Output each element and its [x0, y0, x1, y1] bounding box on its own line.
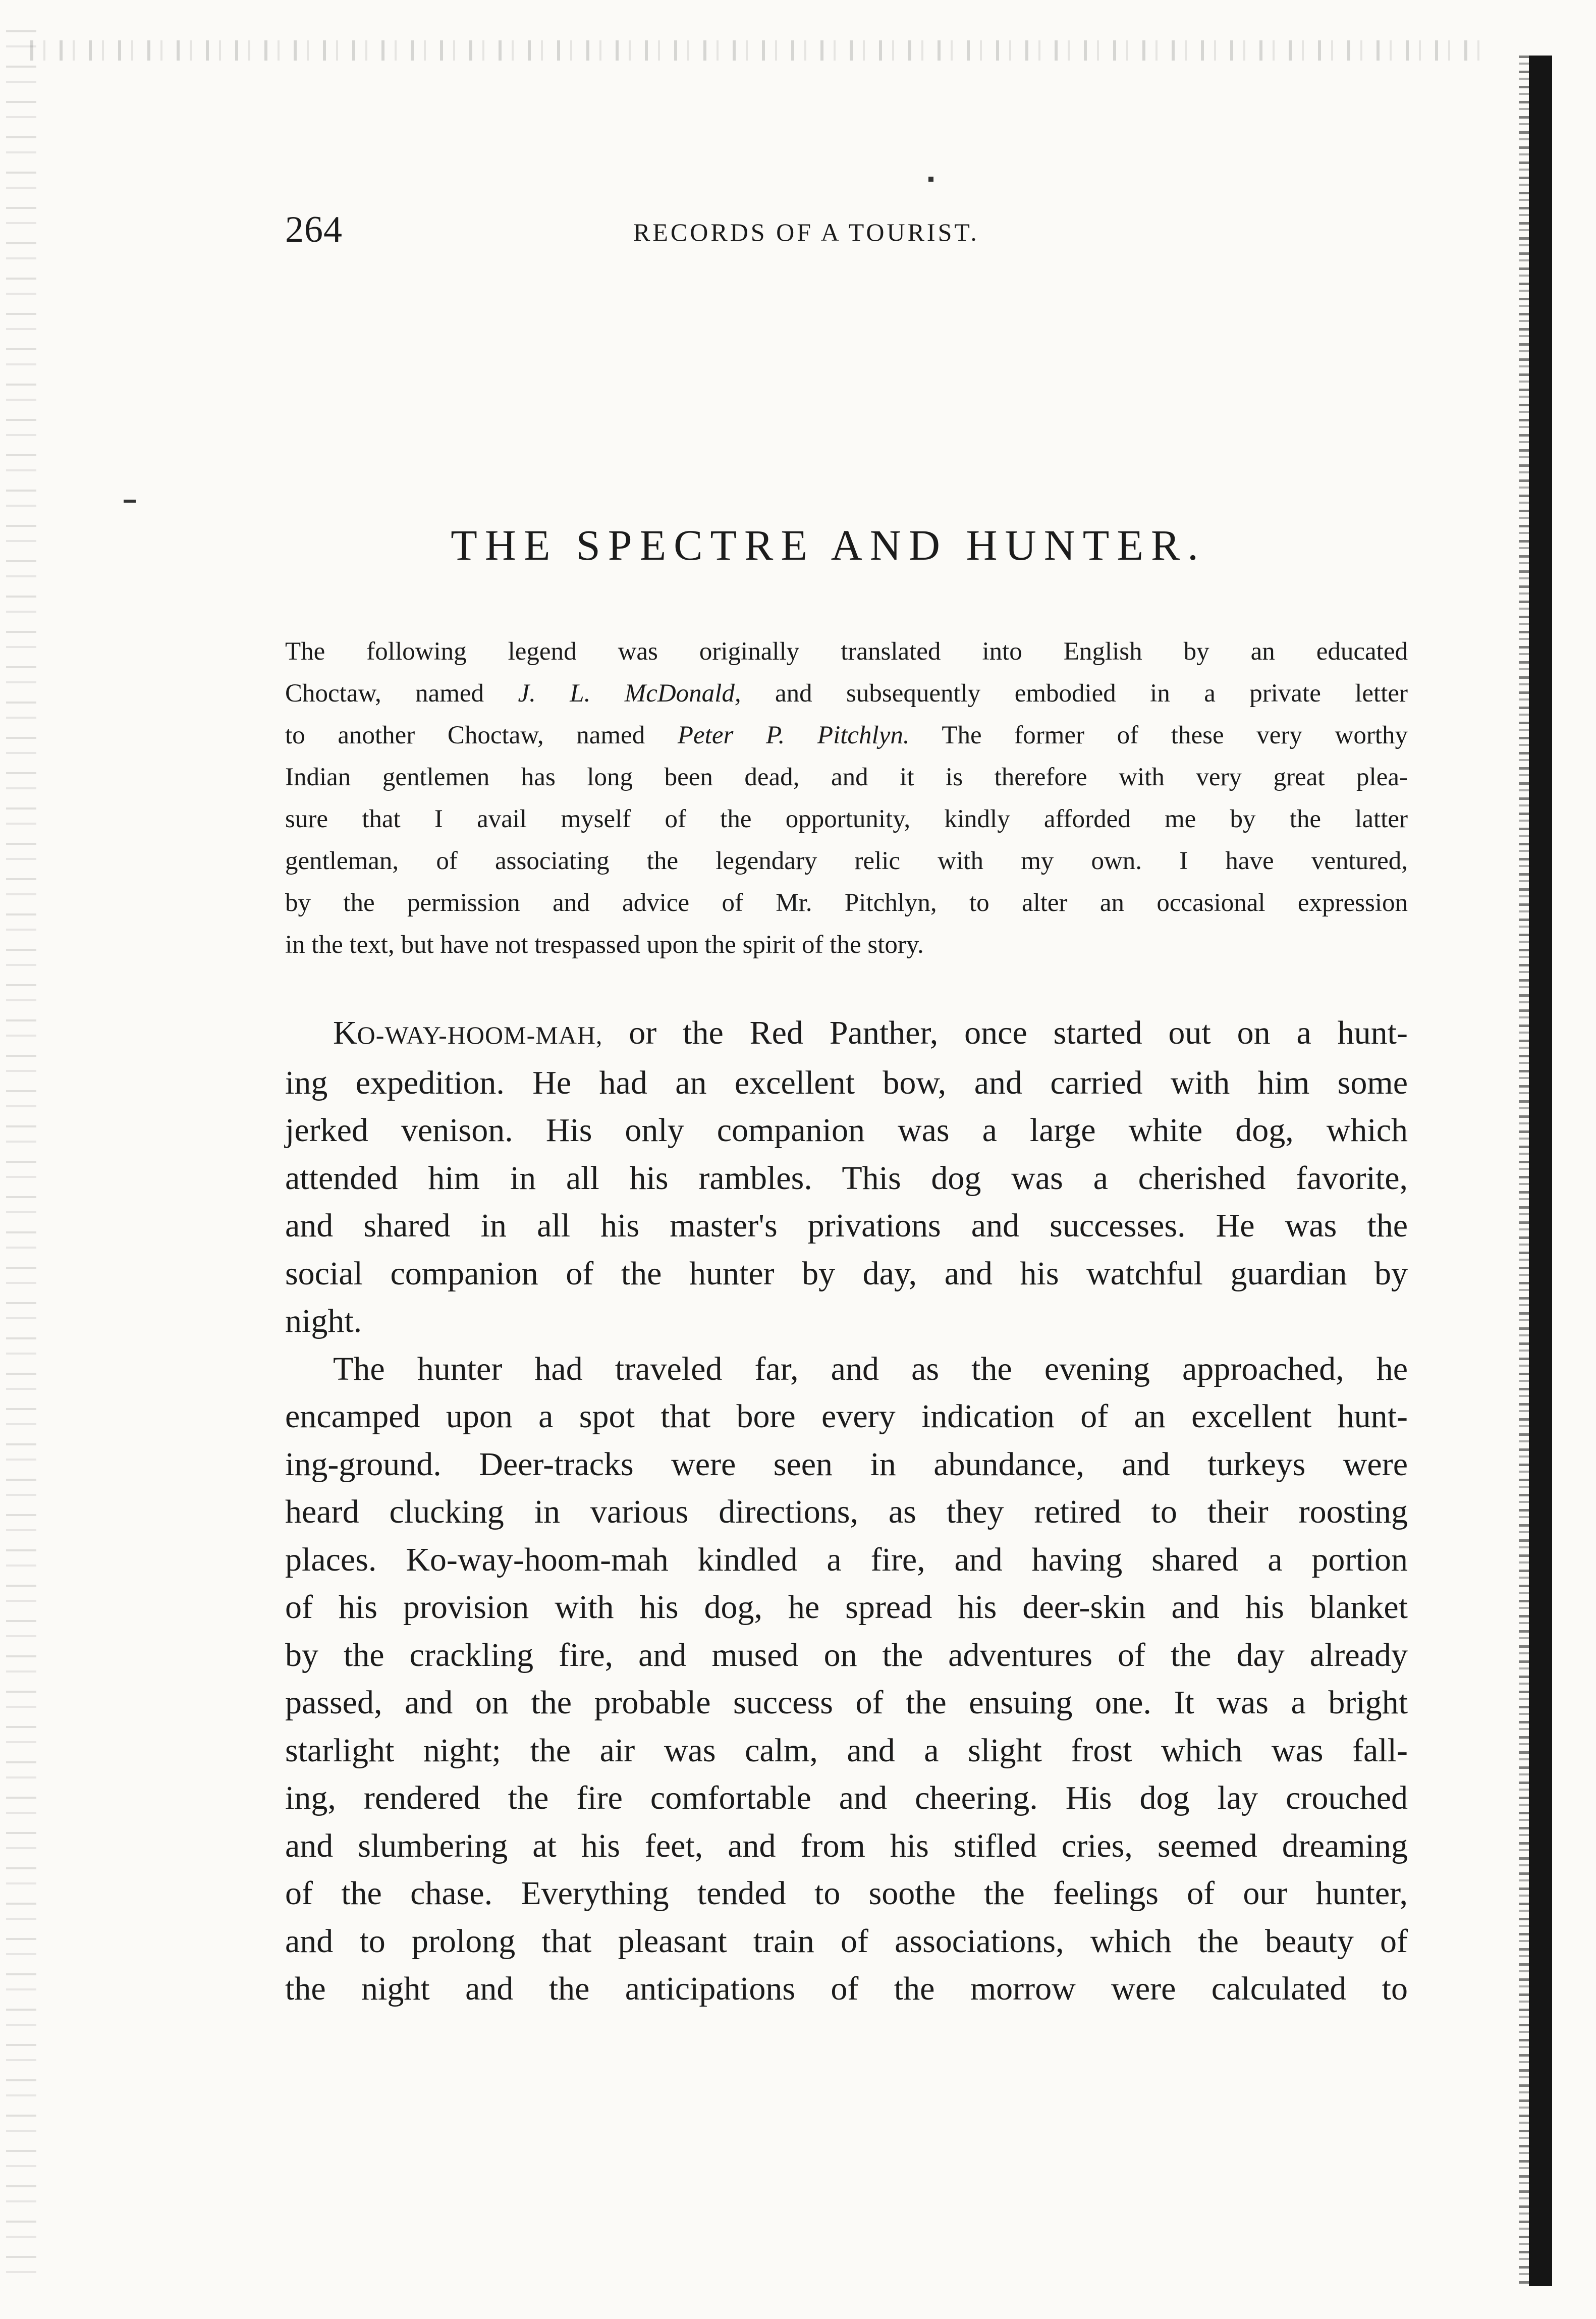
intro-line: The following legend was originally translated into English by an educated — [285, 637, 1408, 666]
story-body — [285, 1009, 1408, 2013]
scan-edge-right-bar — [1529, 56, 1552, 2286]
intro-line: by the permission and advice of Mr. Pitchlyn, to alter an occasional expression — [285, 889, 1408, 917]
intro-line: sure that I avail myself of the opportunity, kindly afforded me by the latter — [285, 805, 1408, 833]
intro-line: in the text, but have not trespassed upon the spirit of the story. — [285, 931, 924, 959]
stray-mark — [928, 177, 933, 182]
body-line: jerked venison. His only companion was a large white dog, which — [285, 1112, 1408, 1149]
page-number: 264 — [285, 209, 343, 250]
intro-line: gentleman, of associating the legendary relic with my own. I have ventured, — [285, 847, 1408, 875]
chapter-title: THE SPECTRE AND HUNTER. — [451, 521, 1206, 569]
body-line: ing expedition. He had an excellent bow, and carried with him some — [285, 1064, 1408, 1101]
body-line: of his provision with his dog, he spread his deer-skin and his blanket — [285, 1589, 1408, 1626]
lead-capital: K — [333, 1014, 357, 1051]
body-line: and to prolong that pleasant train of associations, which the beauty of — [285, 1922, 1408, 1960]
body-line: and shared in all his master's privations and successes. He was the — [285, 1207, 1408, 1244]
body-line: and slumbering at his feet, and from his stifled cries, seemed dreaming — [285, 1827, 1408, 1864]
lead-small-caps: O-WAY-HOOM-MAH, — [357, 1021, 603, 1049]
stray-mark — [124, 500, 136, 503]
body-line: ing-ground. Deer-tracks were seen in abundance, and turkeys were — [285, 1445, 1408, 1483]
person-name: J. L. McDonald, — [518, 679, 741, 708]
paragraph — [285, 1009, 1408, 1345]
body-line: heard clucking in various directions, as they retired to their roosting — [285, 1493, 1408, 1530]
body-line: KO-WAY-HOOM-MAH, or the Red Panther, once started out on a hunt- — [333, 1014, 1408, 1051]
body-line: by the crackling fire, and mused on the adventures of the day already — [285, 1636, 1408, 1674]
running-head: RECORDS OF A TOURIST. — [633, 218, 979, 246]
scan-edge-top — [30, 40, 1494, 61]
scan-edge-left — [6, 30, 36, 2276]
body-line: the night and the anticipations of the morrow were calculated to — [285, 1970, 1408, 2007]
body-line: night. — [285, 1303, 362, 1339]
body-line: passed, and on the probable success of the ensuing one. It was a bright — [285, 1684, 1408, 1721]
intro-line: to another Choctaw, named Peter P. Pitchlyn. The former of these very worthy — [285, 721, 1408, 749]
body-line: encamped upon a spot that bore every indication of an excellent hunt- — [285, 1398, 1408, 1435]
intro-line: Choctaw, named J. L. McDonald, and subsequently embodied in a private letter — [285, 679, 1408, 708]
body-line: ing, rendered the fire comfortable and cheering. His dog lay crouched — [285, 1779, 1408, 1816]
body-line: starlight night; the air was calm, and a slight frost which was fall- — [285, 1732, 1408, 1769]
intro-line: Indian gentlemen has long been dead, and it is therefore with very great plea- — [285, 763, 1408, 791]
body-line: The hunter had traveled far, and as the evening approached, he — [333, 1350, 1408, 1387]
body-line: attended him in all his rambles. This dog was a cherished favorite, — [285, 1159, 1408, 1197]
body-line: social companion of the hunter by day, and his watchful guardian by — [285, 1255, 1408, 1292]
running-header — [285, 209, 1410, 250]
body-line: of the chase. Everything tended to soothe the feelings of our hunter, — [285, 1875, 1408, 1912]
intro-note — [285, 631, 1408, 966]
person-name: Peter P. Pitchlyn. — [677, 721, 910, 749]
paragraph — [285, 1345, 1408, 2013]
body-line: places. Ko-way-hoom-mah kindled a fire, and having shared a portion — [285, 1541, 1408, 1578]
